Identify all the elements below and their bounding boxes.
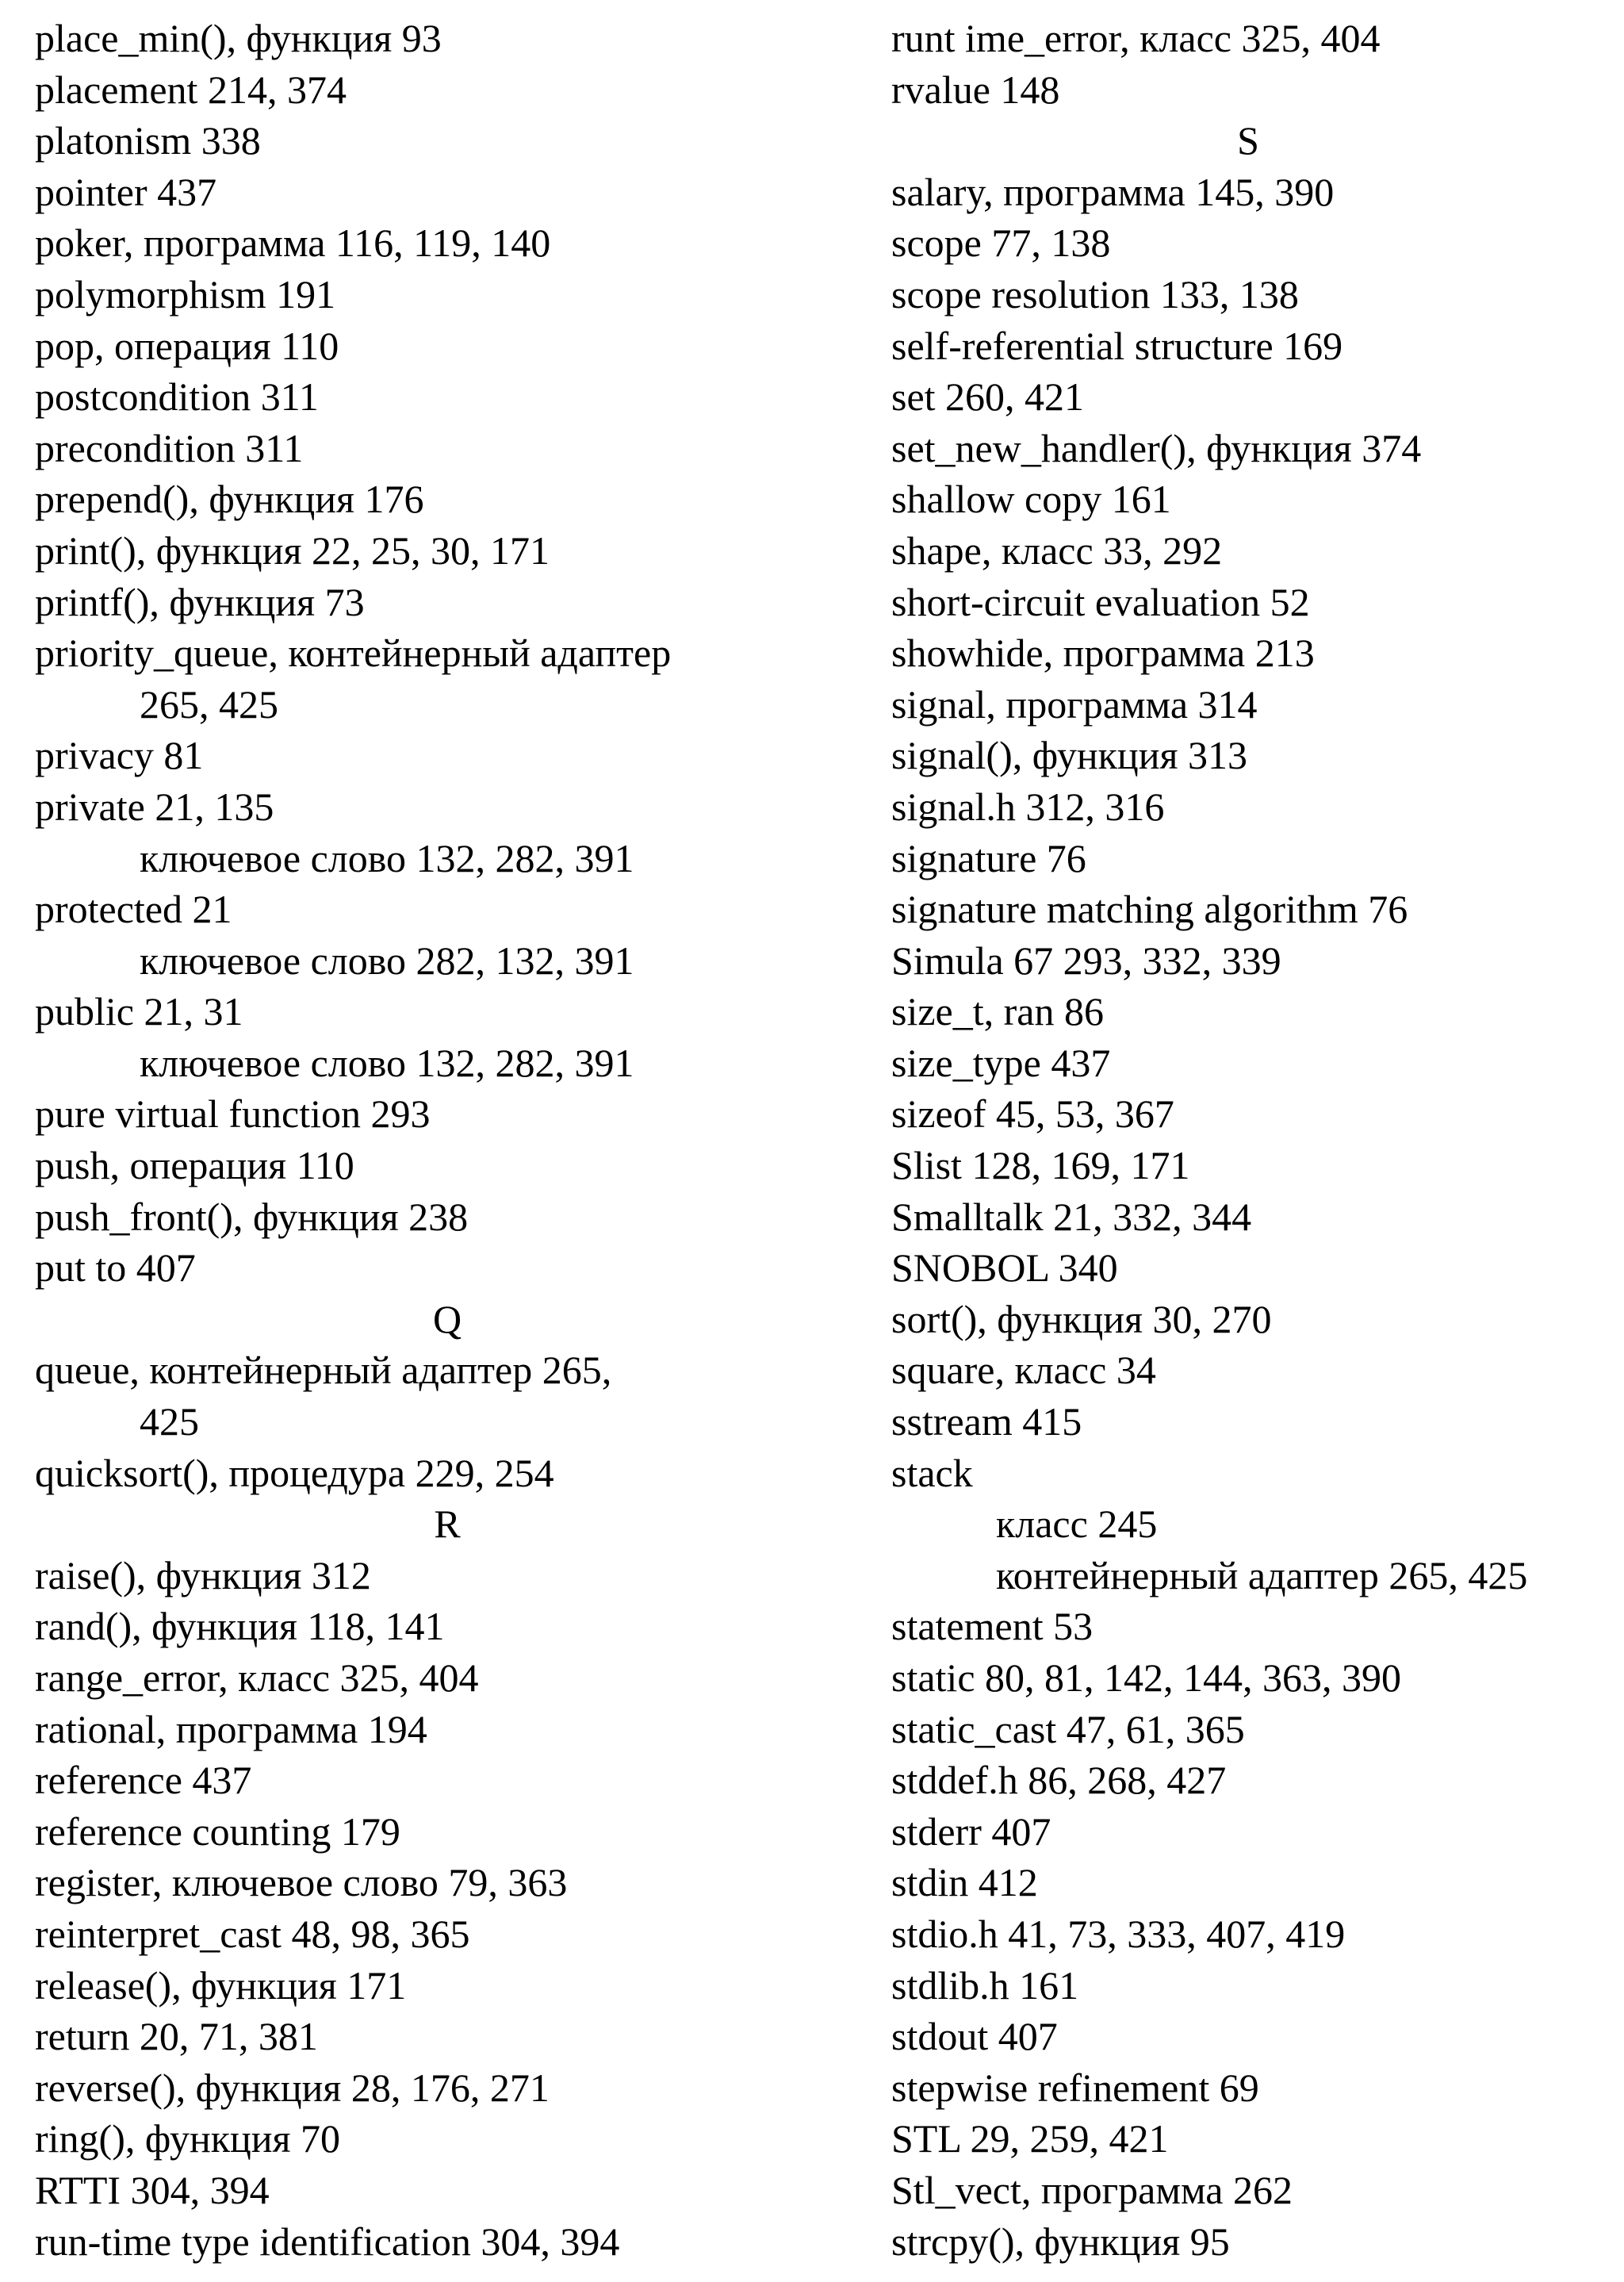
index-entry: stack xyxy=(891,1450,973,1495)
index-entry: square, класс 34 xyxy=(891,1348,1156,1393)
index-entry: Slist 128, 169, 171 xyxy=(891,1143,1190,1188)
index-entry: place_min(), функция 93 xyxy=(35,16,442,60)
index-letter-heading: Q xyxy=(432,1296,462,1341)
index-entry: Simula 67 293, 332, 339 xyxy=(891,938,1281,983)
index-entry: rand(), функция 118, 141 xyxy=(35,1604,445,1649)
index-entry: reference counting 179 xyxy=(35,1808,400,1854)
index-subentry: 265, 425 xyxy=(140,681,278,727)
index-entry: SNOBOL 340 xyxy=(891,1245,1118,1291)
index-entry: poker, программа 116, 119, 140 xyxy=(35,221,551,266)
index-entry: pointer 437 xyxy=(35,169,217,214)
index-entry: size_t, ran 86 xyxy=(891,989,1104,1034)
index-entry: signature 76 xyxy=(891,835,1086,880)
index-entry: protected 21 xyxy=(35,887,232,932)
index-entry: printf(), функция 73 xyxy=(35,579,365,624)
index-entry: platonism 338 xyxy=(35,118,261,163)
index-entry: polymorphism 191 xyxy=(35,271,336,316)
index-subentry: ключевое слово 132, 282, 391 xyxy=(140,1040,634,1085)
index-entry: placement 214, 374 xyxy=(35,67,347,112)
index-entry: stddef.h 86, 268, 427 xyxy=(891,1758,1227,1803)
index-entry: put to 407 xyxy=(35,1245,196,1291)
index-entry: return 20, 71, 381 xyxy=(35,2014,318,2059)
index-letter-heading: S xyxy=(1237,118,1259,163)
index-entry: signal(), функция 313 xyxy=(891,733,1247,778)
index-entry: stdout 407 xyxy=(891,2014,1058,2059)
index-entry: stderr 407 xyxy=(891,1808,1051,1854)
index-subentry: ключевое слово 132, 282, 391 xyxy=(140,835,634,880)
index-entry: pure virtual function 293 xyxy=(35,1091,431,1137)
index-entry: scope resolution 133, 138 xyxy=(891,271,1299,316)
index-entry: prepend(), функция 176 xyxy=(35,477,424,522)
index-entry: private 21, 135 xyxy=(35,784,274,829)
index-entry: release(), функция 171 xyxy=(35,1962,407,2008)
index-entry: push_front(), функция 238 xyxy=(35,1194,469,1239)
index-entry: print(), функция 22, 25, 30, 171 xyxy=(35,527,550,573)
index-entry: stepwise refinement 69 xyxy=(891,2065,1259,2110)
index-entry: showhide, программа 213 xyxy=(891,631,1315,676)
index-entry: stdin 412 xyxy=(891,1860,1038,1905)
index-subentry: класс 245 xyxy=(996,1502,1158,1547)
index-entry: reference 437 xyxy=(35,1758,252,1803)
index-entry: Smalltalk 21, 332, 344 xyxy=(891,1194,1252,1239)
index-entry: pop, операция 110 xyxy=(35,323,339,368)
index-entry: strcpy(), функция 95 xyxy=(891,2219,1230,2264)
index-entry: set 260, 421 xyxy=(891,374,1085,420)
index-column-right xyxy=(891,13,1605,2267)
index-entry: postcondition 311 xyxy=(35,374,319,420)
index-letter-heading: R xyxy=(434,1502,461,1547)
index-entry: raise(), функция 312 xyxy=(35,1552,371,1597)
index-entry: STL 29, 259, 421 xyxy=(891,2116,1169,2161)
index-entry: shape, класс 33, 292 xyxy=(891,527,1223,573)
index-entry: precondition 311 xyxy=(35,425,304,470)
index-entry: short-circuit evaluation 52 xyxy=(891,579,1310,624)
index-entry: RTTI 304, 394 xyxy=(35,2167,270,2212)
index-entry: rvalue 148 xyxy=(891,67,1060,112)
index-subentry: 425 xyxy=(140,1399,199,1444)
index-entry: register, ключевое слово 79, 363 xyxy=(35,1860,568,1905)
index-entry: runt ime_error, класс 325, 404 xyxy=(891,16,1381,60)
index-entry: reinterpret_cast 48, 98, 365 xyxy=(35,1911,470,1956)
index-entry: quicksort(), процедура 229, 254 xyxy=(35,1450,554,1495)
index-entry: reverse(), функция 28, 176, 271 xyxy=(35,2065,550,2110)
index-entry: range_error, класс 325, 404 xyxy=(35,1655,479,1700)
index-entry: self-referential structure 169 xyxy=(891,323,1343,368)
index-entry: scope 77, 138 xyxy=(891,221,1111,266)
index-entry: Stl_vect, программа 262 xyxy=(891,2167,1293,2212)
index-entry: signal, программа 314 xyxy=(891,681,1258,727)
index-entry: privacy 81 xyxy=(35,733,204,778)
index-entry: push, операция 110 xyxy=(35,1143,354,1188)
index-entry: signature matching algorithm 76 xyxy=(891,887,1408,932)
index-entry: sort(), функция 30, 270 xyxy=(891,1296,1272,1341)
index-entry: statement 53 xyxy=(891,1604,1094,1649)
index-entry: priority_queue, контейнерный адаптер xyxy=(35,631,672,676)
index-entry: size_type 437 xyxy=(891,1040,1111,1085)
index-entry: sizeof 45, 53, 367 xyxy=(891,1091,1174,1137)
index-entry: ring(), функция 70 xyxy=(35,2116,341,2161)
index-entry: shallow copy 161 xyxy=(891,477,1171,522)
index-subentry: ключевое слово 282, 132, 391 xyxy=(140,938,634,983)
index-subentry: контейнерный адаптер 265, 425 xyxy=(996,1552,1528,1597)
index-entry: static 80, 81, 142, 144, 363, 390 xyxy=(891,1655,1402,1700)
index-entry: queue, контейнерный адаптер 265, xyxy=(35,1348,612,1393)
index-entry: stdlib.h 161 xyxy=(891,1962,1079,2008)
index-column-left xyxy=(35,13,860,2267)
index-entry: stdio.h 41, 73, 333, 407, 419 xyxy=(891,1911,1346,1956)
index-entry: rational, программа 194 xyxy=(35,1706,427,1751)
index-entry: signal.h 312, 316 xyxy=(891,784,1165,829)
index-entry: sstream 415 xyxy=(891,1399,1082,1444)
index-entry: set_new_handler(), функция 374 xyxy=(891,425,1422,470)
index-entry: public 21, 31 xyxy=(35,989,243,1034)
index-entry: static_cast 47, 61, 365 xyxy=(891,1706,1245,1751)
index-entry: salary, программа 145, 390 xyxy=(891,169,1335,214)
index-entry: run-time type identification 304, 394 xyxy=(35,2219,620,2264)
